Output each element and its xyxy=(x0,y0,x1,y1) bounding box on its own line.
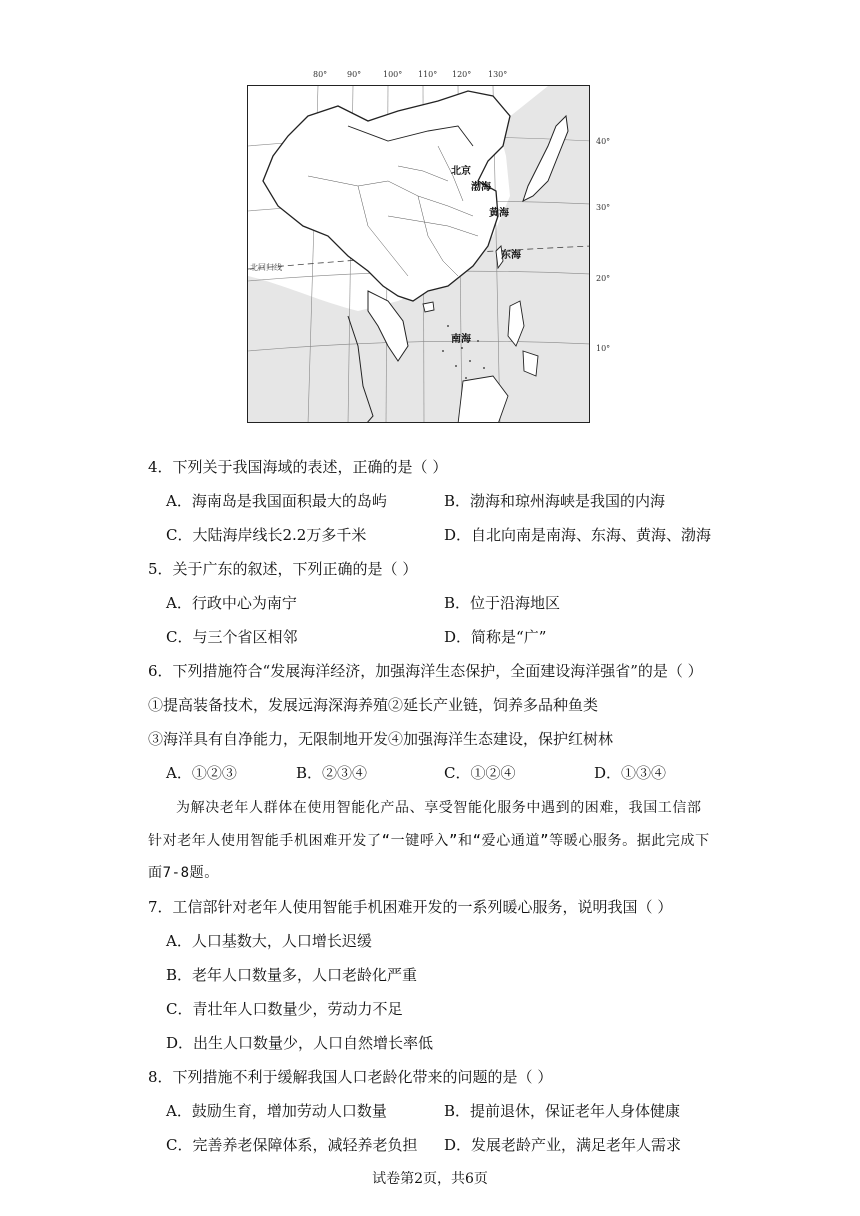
q5-option-b[interactable]: B．位于沿海地区 xyxy=(444,594,561,612)
q7-option-b[interactable]: B．老年人口数量多，人口老龄化严重 xyxy=(166,966,418,984)
q7-option-c[interactable]: C．青壮年人口数量少，劳动力不足 xyxy=(166,1000,403,1018)
lon-label-120: 120° xyxy=(452,70,472,79)
lon-label-90: 90° xyxy=(347,70,362,79)
label-bohai: 渤海 xyxy=(471,182,491,193)
q6-option-b[interactable]: B．②③④ xyxy=(296,764,368,782)
lat-label-10: 10° xyxy=(596,344,611,353)
q5-option-d[interactable]: D．简称是“广” xyxy=(444,628,547,646)
east-asia-map xyxy=(247,85,590,423)
lon-label-80: 80° xyxy=(313,70,328,79)
label-nanhai: 南海 xyxy=(451,334,471,345)
lat-label-20: 20° xyxy=(596,274,611,283)
q6-statement-line-2: ③海洋具有自净能力，无限制地开发④加强海洋生态建设，保护红树林 xyxy=(148,730,614,748)
lat-label-40: 40° xyxy=(596,137,611,146)
q4-option-b[interactable]: B．渤海和琼州海峡是我国的内海 xyxy=(444,492,666,510)
q5-option-a[interactable]: A．行政中心为南宁 xyxy=(166,594,297,612)
question-5-stem: 5．关于广东的叙述，下列正确的是（ ） xyxy=(148,560,418,578)
q6-statement-line-1: ①提高装备技术，发展远海深海养殖②延长产业链，饲养多品种鱼类 xyxy=(148,696,599,714)
question-6-stem: 6．下列措施符合“发展海洋经济，加强海洋生态保护，全面建设海洋强省”的是（ ） xyxy=(148,662,703,680)
q4-option-d[interactable]: D．自北向南是南海、东海、黄海、渤海 xyxy=(444,526,712,544)
lon-label-100: 100° xyxy=(383,70,403,79)
lon-label-130: 130° xyxy=(488,70,508,79)
q6-option-a[interactable]: A．①②③ xyxy=(166,764,237,782)
q8-option-b[interactable]: B．提前退休，保证老年人身体健康 xyxy=(444,1102,681,1120)
question-8-stem: 8．下列措施不利于缓解我国人口老龄化带来的问题的是（ ） xyxy=(148,1068,553,1086)
q5-option-c[interactable]: C．与三个省区相邻 xyxy=(166,628,298,646)
label-donghai: 东海 xyxy=(501,250,521,261)
passage-line-2: 针对老年人使用智能手机困难开发了“一键呼入”和“爱心通道”等暖心服务。据此完成下 xyxy=(148,833,710,849)
label-tropic: 北回归线 xyxy=(250,263,282,272)
question-7-stem: 7．工信部针对老年人使用智能手机困难开发的一系列暖心服务，说明我国（ ） xyxy=(148,898,673,916)
q4-option-a[interactable]: A．海南岛是我国面积最大的岛屿 xyxy=(166,492,387,510)
passage-line-3: 面7-8题。 xyxy=(148,865,219,881)
passage-line-1: 为解决老年人群体在使用智能化产品、享受智能化服务中遇到的困难，我国工信部 xyxy=(176,800,702,816)
label-huanghai: 黄海 xyxy=(489,208,509,219)
q6-option-c[interactable]: C．①②④ xyxy=(444,764,516,782)
q7-option-d[interactable]: D．出生人口数量少，人口自然增长率低 xyxy=(166,1034,434,1052)
q8-option-c[interactable]: C．完善养老保障体系，减轻养老负担 xyxy=(166,1136,418,1154)
q6-option-d[interactable]: D．①③④ xyxy=(594,764,667,782)
q7-option-a[interactable]: A．人口基数大，人口增长迟缓 xyxy=(166,932,372,950)
question-4-stem: 4．下列关于我国海域的表述，正确的是（ ） xyxy=(148,458,448,476)
q8-option-d[interactable]: D．发展老龄产业，满足老年人需求 xyxy=(444,1136,682,1154)
label-beijing: 北京 xyxy=(451,166,471,177)
lon-label-110: 110° xyxy=(418,70,438,79)
q8-option-a[interactable]: A．鼓励生育，增加劳动人口数量 xyxy=(166,1102,387,1120)
map-svg xyxy=(248,86,590,423)
q4-option-c[interactable]: C．大陆海岸线长2.2万多千米 xyxy=(166,526,367,544)
page-footer: 试卷第2页，共6页 xyxy=(372,1171,488,1187)
lat-label-30: 30° xyxy=(596,203,611,212)
